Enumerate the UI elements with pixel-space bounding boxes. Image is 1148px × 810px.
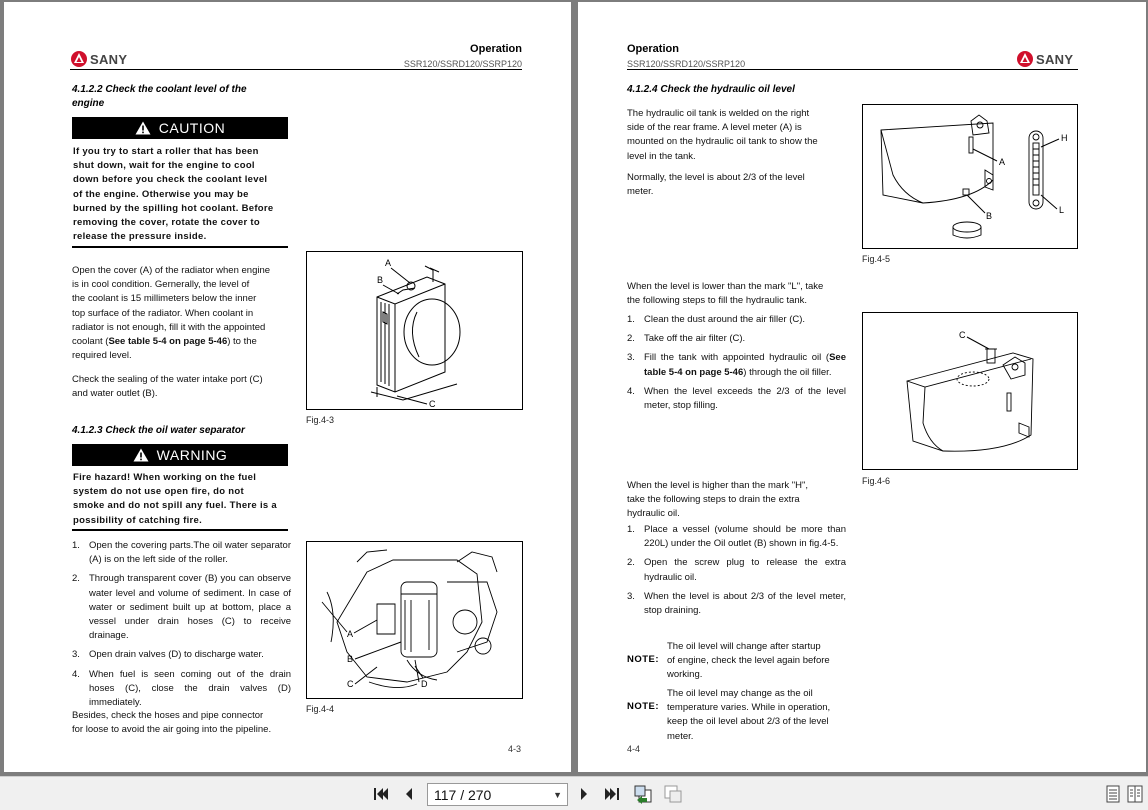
callout-h: H bbox=[1061, 133, 1068, 143]
list-item bbox=[72, 539, 291, 567]
step-text: When the level exceeds the 2/3 of the level meter, stop filling. bbox=[644, 385, 846, 412]
chevron-down-icon: ▼ bbox=[553, 790, 562, 800]
header-model: SSR120/SSRD120/SSRP120 bbox=[403, 59, 522, 69]
right-document-page bbox=[578, 2, 1146, 772]
paragraph-line: top surface of the radiator. When coolant in bbox=[72, 307, 254, 319]
next-page-icon bbox=[575, 785, 593, 803]
paragraph-line: When the level is lower than the mark "L", take bbox=[627, 281, 824, 292]
paragraph-line: side of the rear frame. A level meter (A) is bbox=[627, 122, 802, 134]
figure-hydraulic-tank bbox=[862, 104, 1078, 249]
warning-banner bbox=[72, 444, 288, 466]
step-text: ) through the bbox=[743, 366, 798, 378]
warning-bottom-rule bbox=[72, 529, 288, 531]
warning-text bbox=[73, 471, 287, 528]
callout-a: A bbox=[347, 629, 354, 639]
step-text: Open drain valves (D) to discharge water. bbox=[89, 649, 264, 661]
oil-filler-illustration bbox=[863, 313, 1077, 469]
step-text: Place a vessel (volume should be more than 220L) under the Oil outlet (B) shown in fig.4-5. bbox=[644, 524, 846, 550]
caution-line: burned by the spilling hot coolant. Before bbox=[73, 202, 274, 214]
section-title-line: engine bbox=[72, 98, 105, 109]
sany-logo-icon bbox=[70, 50, 88, 68]
brand-name: SANY bbox=[90, 51, 128, 67]
figure-caption: Fig.4-3 bbox=[306, 415, 335, 425]
higher-level-paragraph bbox=[627, 479, 846, 522]
step-number: 3. bbox=[627, 352, 635, 364]
header-model: SSR120/SSRD120/SSRP120 bbox=[627, 59, 746, 69]
list-item bbox=[627, 556, 846, 584]
sealing-paragraph bbox=[72, 373, 291, 401]
step-number: 4. bbox=[72, 668, 80, 680]
caution-text bbox=[73, 145, 287, 244]
step-text: Through transparent cover (B) you can observe water level and volume of sediment. In case of water or sediment built up at bottom, place a vessel under drain hoses (C) to receive drainage. bbox=[89, 573, 291, 642]
fill-steps bbox=[627, 313, 846, 418]
note-2 bbox=[627, 687, 847, 745]
callout-c: C bbox=[429, 399, 436, 409]
left-document-page bbox=[4, 2, 571, 772]
list-item: 3. Fill the tank with appointed hydraulic oil (See table 5-4 on page 5-46) through the oil filler. bbox=[627, 352, 846, 378]
go-forward-view-button[interactable] bbox=[662, 784, 684, 804]
figure-caption: Fig.4-5 bbox=[862, 254, 891, 264]
step-text: When fuel is seen coming out of the drain hoses (C), close the drain valves (D) immediately. bbox=[89, 668, 291, 709]
warning-line: smoke and do not spill any fuel. There is a bbox=[73, 500, 277, 512]
paragraph-line: for loose to avoid the air going into the pipeline. bbox=[72, 724, 272, 736]
normal-level-paragraph bbox=[627, 171, 846, 199]
paragraph-line: the coolant is 15 millimeters below the inner bbox=[72, 293, 257, 305]
page-number: 4-4 bbox=[627, 744, 641, 754]
sany-logo bbox=[1016, 50, 1073, 68]
go-back-view-button[interactable] bbox=[632, 784, 654, 804]
back-view-icon bbox=[633, 784, 653, 804]
previous-page-button[interactable] bbox=[398, 784, 420, 804]
section-title-coolant bbox=[72, 83, 294, 111]
header-title: Operation bbox=[627, 43, 679, 55]
callout-b: B bbox=[986, 211, 993, 221]
step-text: Fill the tank with appointed hydraulic oil bbox=[644, 352, 822, 364]
page-indicator-select[interactable] bbox=[427, 783, 568, 806]
figure-caption: Fig.4-4 bbox=[306, 704, 335, 714]
first-page-icon bbox=[372, 785, 390, 803]
callout-a: A bbox=[385, 258, 392, 268]
warning-label: WARNING bbox=[156, 447, 228, 463]
caution-line: shut down, wait for the engine to cool bbox=[73, 160, 255, 172]
callout-d: D bbox=[421, 679, 428, 689]
callout-c: C bbox=[959, 330, 966, 340]
page-number: 4-3 bbox=[508, 744, 522, 754]
caution-bottom-rule bbox=[72, 246, 288, 248]
paragraph-line: The hydraulic oil tank is welded on the right bbox=[627, 108, 810, 119]
caution-line: If you try to start a roller that has been bbox=[73, 146, 259, 157]
step-text: Open the screw plug to release the extra hydraulic oil. bbox=[644, 557, 846, 583]
last-page-button[interactable] bbox=[601, 784, 623, 804]
step-text: Open the covering parts.The oil water separator (A) is on the left side of the roller. bbox=[89, 540, 291, 566]
callout-a: A bbox=[999, 157, 1006, 167]
note-line: temperature varies. While in operation, bbox=[667, 702, 831, 714]
brand-name: SANY bbox=[1036, 51, 1074, 67]
callout-c: C bbox=[347, 679, 354, 689]
paragraph-line: When the level is higher than the mark "H", bbox=[627, 480, 808, 491]
lower-level-paragraph bbox=[627, 280, 847, 308]
sany-logo-icon bbox=[1016, 50, 1034, 68]
paragraph-line: radiator is not enough, fill it with the appointed bbox=[72, 321, 266, 333]
figure-oil-filler bbox=[862, 312, 1078, 470]
step-number: 1. bbox=[627, 314, 635, 325]
warning-triangle-icon bbox=[135, 121, 151, 135]
note-text bbox=[667, 640, 847, 683]
paragraph-line: the following steps to fill the hydraulic tank. bbox=[627, 295, 808, 307]
warning-line: possibility of catching fire. bbox=[73, 514, 203, 526]
header-rule bbox=[627, 69, 1078, 70]
step-text: oil filler. bbox=[799, 366, 832, 378]
step-number: 3. bbox=[627, 590, 635, 602]
coolant-paragraph bbox=[72, 264, 291, 363]
single-page-icon bbox=[1105, 785, 1121, 803]
step-number: 4. bbox=[627, 385, 635, 397]
two-page-icon bbox=[1127, 785, 1143, 803]
step-number: 3. bbox=[72, 649, 80, 661]
figure-oil-water-separator bbox=[306, 541, 523, 699]
paragraph-line: and water outlet (B). bbox=[72, 388, 158, 400]
note-line: The oil level may change as the oil bbox=[667, 688, 813, 699]
list-item bbox=[627, 590, 846, 618]
text-span: ) to the bbox=[227, 336, 257, 348]
sany-logo bbox=[70, 50, 127, 68]
section-title-oil-water: 4.1.2.3 Check the oil water separator bbox=[72, 425, 245, 436]
hydraulic-tank-illustration bbox=[863, 105, 1077, 248]
paragraph-line: Normally, the level is about 2/3 of the level bbox=[627, 172, 805, 183]
last-page-icon bbox=[603, 785, 621, 803]
caution-line: of the engine. Otherwise you may be bbox=[73, 188, 249, 200]
callout-l: L bbox=[1059, 205, 1065, 215]
step-text: Take off the air filter (C). bbox=[644, 333, 746, 345]
first-page-button[interactable] bbox=[370, 784, 392, 804]
note-line: working. bbox=[667, 669, 703, 681]
warning-line: system do not use open fire, do not bbox=[73, 486, 244, 498]
navigation-toolbar bbox=[0, 776, 1148, 810]
paragraph-line: Open the cover (A) of the radiator when engine bbox=[72, 265, 271, 276]
text-span: coolant ( bbox=[72, 336, 109, 348]
note-text bbox=[667, 687, 847, 744]
paragraph-line: meter. bbox=[627, 186, 654, 198]
figure-caption: Fig.4-6 bbox=[862, 476, 891, 486]
paragraph-line: mounted on the hydraulic oil tank to show the bbox=[627, 136, 818, 148]
next-page-button[interactable] bbox=[573, 784, 595, 804]
section-title-hydraulic: 4.1.2.4 Check the hydraulic oil level bbox=[627, 84, 795, 95]
step-number: 2. bbox=[627, 333, 635, 345]
list-item bbox=[627, 332, 846, 346]
paragraph-line: Besides, check the hoses and pipe connector bbox=[72, 710, 264, 721]
figure-radiator bbox=[306, 251, 523, 410]
hoses-paragraph bbox=[72, 709, 294, 737]
caution-line: down before you check the coolant level bbox=[73, 174, 268, 186]
previous-page-icon bbox=[400, 785, 418, 803]
forward-view-icon bbox=[663, 784, 683, 804]
list-item bbox=[627, 313, 846, 327]
separator-steps bbox=[72, 539, 291, 715]
paragraph-line: take the following steps to drain the extra bbox=[627, 494, 800, 506]
paragraph-line bbox=[72, 335, 291, 349]
drain-steps bbox=[627, 523, 846, 623]
step-text: When the level is about 2/3 of the level meter, stop draining. bbox=[644, 590, 846, 617]
list-item bbox=[627, 523, 846, 551]
note-line: meter. bbox=[667, 730, 694, 742]
table-reference: See table 5-4 on page 5-46 bbox=[644, 352, 846, 378]
step-number: 1. bbox=[627, 524, 635, 535]
section-title-line: 4.1.2.2 Check the coolant level of the bbox=[72, 84, 247, 95]
note-1 bbox=[627, 640, 847, 684]
warning-line: Fire hazard! When working on the fuel bbox=[73, 472, 257, 483]
header-title: Operation bbox=[470, 43, 522, 55]
paragraph-line: Check the sealing of the water intake port (C) bbox=[72, 374, 263, 385]
page-indicator-text: 117 / 270 bbox=[434, 786, 492, 803]
paragraph-line: is in cool condition. Gernerally, the level of bbox=[72, 279, 250, 291]
single-page-view-button[interactable] bbox=[1102, 784, 1124, 804]
note-label: NOTE: bbox=[627, 654, 660, 665]
paragraph-line: required level. bbox=[72, 350, 132, 362]
note-line: of engine, check the level again before bbox=[667, 655, 830, 667]
note-line: The oil level will change after startup bbox=[667, 641, 821, 652]
list-item bbox=[72, 648, 291, 662]
paragraph-line: level in the tank. bbox=[627, 150, 696, 162]
step-number: 2. bbox=[72, 573, 80, 585]
paragraph-line: hydraulic oil. bbox=[627, 508, 680, 520]
step-number: 2. bbox=[627, 557, 635, 569]
list-item bbox=[72, 572, 291, 643]
hydraulic-intro-paragraph bbox=[627, 107, 846, 164]
caution-banner bbox=[72, 117, 288, 139]
step-number: 1. bbox=[72, 540, 80, 551]
header-rule bbox=[70, 69, 522, 70]
table-reference: See table 5-4 on page 5-46 bbox=[108, 336, 228, 348]
caution-line: removing the cover, rotate the cover to bbox=[73, 217, 260, 229]
caution-label: CAUTION bbox=[158, 120, 226, 136]
radiator-illustration bbox=[307, 252, 522, 409]
two-page-view-button[interactable] bbox=[1124, 784, 1146, 804]
separator-illustration bbox=[307, 542, 522, 698]
callout-b: B bbox=[377, 275, 384, 285]
caution-line: release the pressure inside. bbox=[73, 231, 207, 243]
list-item bbox=[627, 385, 846, 413]
warning-triangle-icon bbox=[133, 448, 149, 462]
callout-b: B bbox=[347, 654, 354, 664]
note-label: NOTE: bbox=[627, 701, 660, 712]
note-line: keep the oil level about 2/3 of the level bbox=[667, 716, 829, 728]
step-text: Clean the dust around the air filler (C). bbox=[644, 314, 806, 325]
list-item bbox=[72, 668, 291, 711]
